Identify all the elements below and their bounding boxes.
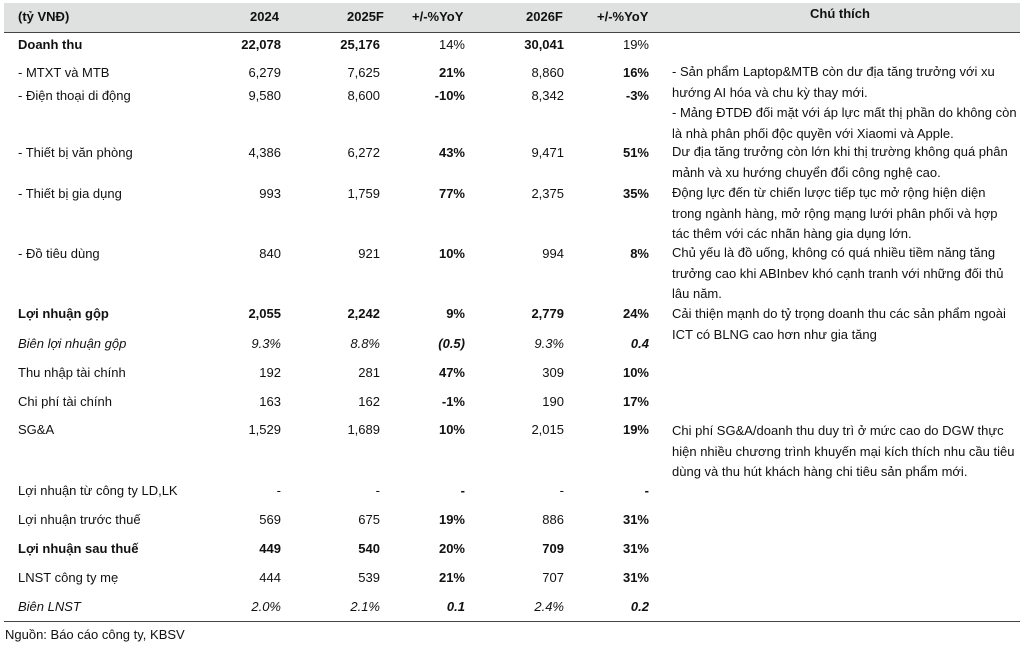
cell-yoy1: -10% [434, 88, 465, 103]
cell-v2025: 281 [358, 365, 380, 380]
row-label: LNST công ty mẹ [18, 570, 119, 585]
row-label: Lợi nhuận gộp [18, 306, 109, 321]
note-phone: - Mảng ĐTDĐ đối mặt với áp lực mất thị phần do không còn là nhà phân phối độc quyền với Xiaomi và Apple. [672, 105, 1017, 141]
cell-v2025: 8,600 [347, 88, 380, 103]
header-unit: (tỷ VNĐ) [18, 9, 70, 24]
header-2024: 2024 [250, 9, 279, 24]
cell-yoy2: 31% [622, 512, 649, 527]
cell-v2025: 1,689 [347, 422, 380, 437]
row-label: Doanh thu [18, 37, 83, 52]
cell-yoy2: 19% [622, 422, 649, 437]
cell-v2024: 6,279 [248, 65, 281, 80]
cell-yoy1: 10% [438, 422, 465, 437]
row-label: Thu nhập tài chính [18, 365, 126, 380]
header-border [4, 32, 1020, 33]
cell-yoy2: 0.2 [630, 599, 649, 614]
cell-v2026: 9.3% [534, 336, 564, 351]
cell-yoy1: 43% [438, 145, 465, 160]
cell-v2025: 921 [358, 246, 380, 261]
cell-v2026: 30,041 [524, 37, 564, 52]
row-label: - Đồ tiêu dùng [18, 246, 100, 261]
cell-yoy2: 51% [622, 145, 649, 160]
cell-v2024: 569 [259, 512, 281, 527]
cell-yoy2: 16% [622, 65, 649, 80]
cell-yoy2: 35% [622, 186, 649, 201]
cell-yoy1: 0.1 [446, 599, 465, 614]
cell-v2025: 25,176 [340, 37, 380, 52]
row-label: - Thiết bị văn phòng [18, 145, 133, 160]
cell-v2024: 4,386 [248, 145, 281, 160]
row-label: Chi phí tài chính [18, 394, 112, 409]
cell-yoy1: 47% [438, 365, 465, 380]
cell-yoy2: 31% [622, 570, 649, 585]
header-note: Chú thích [810, 6, 870, 21]
cell-v2024: 2.0% [251, 599, 281, 614]
cell-v2024: 444 [259, 570, 281, 585]
cell-v2025: 8.8% [350, 336, 380, 351]
note-office: Dư địa tăng trưởng còn lớn khi thị trường không quá phân mảnh và xu hướng chuyển đổi công nghệ cao. [672, 144, 1008, 180]
cell-v2024: 993 [259, 186, 281, 201]
note-home: Động lực đến từ chiến lược tiếp tục mở rộng hiện diện trong ngành hàng, mở rộng mạng lưới phân phối và hợp tác thêm với các nhãn hàng gia dụng lớn. [672, 185, 998, 241]
note-sga: Chi phí SG&A/doanh thu duy trì ở mức cao do DGW thực hiện nhiều chương trình khuyến mại kích thích nhu cầu tiêu dùng và thu hút khách hàng chi tiêu sản phẩm mới. [672, 423, 1015, 479]
cell-v2026: 8,860 [531, 65, 564, 80]
header-yoy-1: +/-%YoY [412, 9, 464, 24]
note-gross: Cải thiện mạnh do tỷ trọng doanh thu các sản phẩm ngoài ICT có BLNG cao hơn như gia tăng [672, 306, 1006, 342]
cell-v2024: 449 [259, 541, 281, 556]
cell-v2026: 707 [542, 570, 564, 585]
cell-v2026: 2,015 [531, 422, 564, 437]
cell-v2024: 9,580 [248, 88, 281, 103]
row-label: - Thiết bị gia dụng [18, 186, 122, 201]
table-bottom-border [4, 621, 1020, 622]
cell-v2026: 886 [542, 512, 564, 527]
cell-yoy2: 8% [630, 246, 649, 261]
row-label: Lợi nhuận trước thuế [18, 512, 141, 527]
cell-yoy2: 24% [622, 306, 649, 321]
cell-yoy1: 14% [438, 37, 465, 52]
cell-v2025: 7,625 [347, 65, 380, 80]
source-note: Nguồn: Báo cáo công ty, KBSV [5, 627, 185, 642]
cell-v2026: 9,471 [531, 145, 564, 160]
cell-v2026: 994 [542, 246, 564, 261]
cell-v2024: 22,078 [241, 37, 281, 52]
cell-v2025: 2.1% [350, 599, 380, 614]
cell-yoy1: 21% [438, 65, 465, 80]
cell-yoy1: - [460, 483, 465, 498]
cell-v2025: - [375, 483, 380, 498]
note-consumer: Chủ yếu là đồ uống, không có quá nhiều tiềm năng tăng trưởng cao khi ABInbev khó cạnh tranh với những đối thủ lâu năm. [672, 245, 1004, 301]
row-label: Biên LNST [18, 599, 81, 614]
cell-yoy2: 0.4 [630, 336, 649, 351]
cell-v2024: 840 [259, 246, 281, 261]
cell-v2026: 309 [542, 365, 564, 380]
table-header [4, 3, 1020, 32]
row-label: - MTXT và MTB [18, 65, 110, 80]
note-laptop: - Sản phẩm Laptop&MTB còn dư địa tăng trưởng với xu hướng AI hóa và chu kỳ thay mới. [672, 64, 995, 100]
cell-v2025: 539 [358, 570, 380, 585]
cell-v2025: 6,272 [347, 145, 380, 160]
row-label: SG&A [18, 422, 55, 437]
cell-yoy1: (0.5) [438, 336, 465, 351]
header-2026f: 2026F [526, 9, 563, 24]
cell-yoy2: 17% [622, 394, 649, 409]
cell-v2026: 2.4% [534, 599, 564, 614]
cell-v2025: 540 [358, 541, 380, 556]
cell-yoy1: 10% [438, 246, 465, 261]
row-label: Lợi nhuận sau thuế [18, 541, 139, 556]
cell-yoy1: 9% [446, 306, 465, 321]
row-label: Lợi nhuận từ công ty LD,LK [18, 483, 178, 498]
cell-v2026: - [559, 483, 564, 498]
header-2025f: 2025F [347, 9, 384, 24]
cell-v2025: 675 [358, 512, 380, 527]
cell-yoy1: 21% [438, 570, 465, 585]
cell-v2024: 163 [259, 394, 281, 409]
cell-yoy2: -3% [625, 88, 649, 103]
cell-v2026: 2,779 [531, 306, 564, 321]
cell-v2026: 190 [542, 394, 564, 409]
cell-yoy1: -1% [441, 394, 465, 409]
row-label: Biên lợi nhuận gộp [18, 336, 127, 351]
cell-yoy1: 19% [438, 512, 465, 527]
cell-v2025: 2,242 [347, 306, 380, 321]
cell-yoy2: - [644, 483, 649, 498]
cell-v2025: 162 [358, 394, 380, 409]
cell-v2026: 2,375 [531, 186, 564, 201]
cell-v2024: 9.3% [251, 336, 281, 351]
cell-v2024: 192 [259, 365, 281, 380]
cell-v2026: 709 [542, 541, 564, 556]
cell-v2024: - [276, 483, 281, 498]
cell-yoy1: 20% [438, 541, 465, 556]
cell-v2025: 1,759 [347, 186, 380, 201]
cell-v2026: 8,342 [531, 88, 564, 103]
cell-yoy2: 19% [622, 37, 649, 52]
cell-yoy1: 77% [438, 186, 465, 201]
cell-yoy2: 10% [622, 365, 649, 380]
header-yoy-2: +/-%YoY [597, 9, 649, 24]
row-label: - Điện thoại di động [18, 88, 131, 103]
cell-yoy2: 31% [622, 541, 649, 556]
cell-v2024: 2,055 [248, 306, 281, 321]
cell-v2024: 1,529 [248, 422, 281, 437]
